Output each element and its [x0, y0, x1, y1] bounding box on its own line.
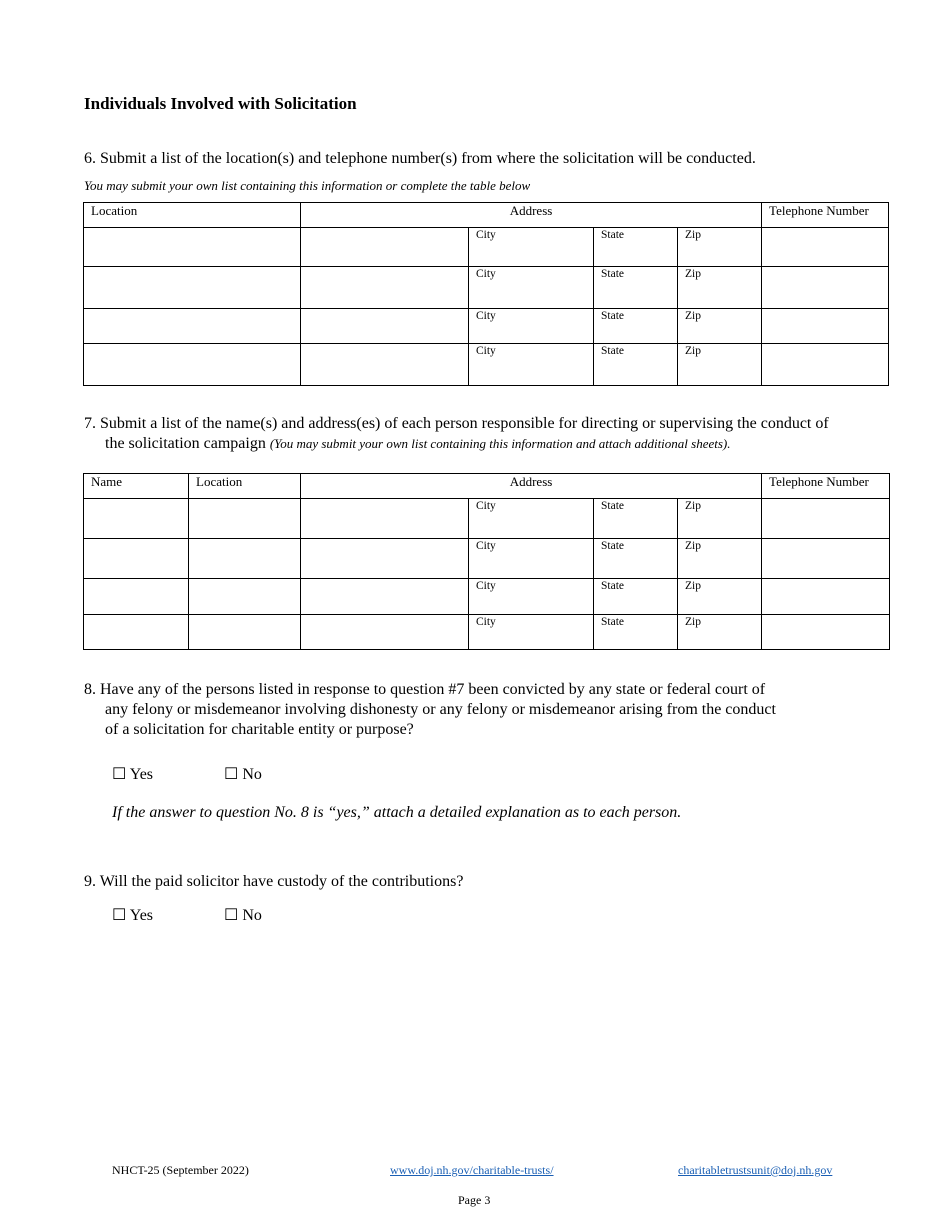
- city-label: City: [476, 229, 496, 241]
- city-field[interactable]: [469, 615, 594, 650]
- state-field[interactable]: [594, 344, 678, 386]
- location-field[interactable]: [189, 539, 301, 579]
- question-8-line2: any felony or misdemeanor involving dishonesty or any felony or misdemeanor arising from the conduct: [105, 701, 776, 718]
- header-location: Location: [189, 474, 301, 499]
- street-field[interactable]: [301, 499, 469, 539]
- page-number: Page 3: [458, 1193, 491, 1207]
- name-field[interactable]: [84, 499, 189, 539]
- city-field[interactable]: [469, 499, 594, 539]
- header-telephone: Telephone Number: [762, 203, 889, 228]
- street-field[interactable]: [301, 309, 469, 344]
- telephone-field[interactable]: [762, 228, 889, 267]
- telephone-field[interactable]: [762, 499, 890, 539]
- table-row: [84, 267, 889, 309]
- state-label: State: [601, 616, 624, 628]
- telephone-field[interactable]: [762, 309, 889, 344]
- state-label: State: [601, 310, 624, 322]
- footer-form-id: NHCT-25 (September 2022): [112, 1163, 249, 1177]
- question-6-text: 6. Submit a list of the location(s) and telephone number(s) from where the solicitation will be conducted.: [84, 150, 756, 167]
- table-row: [84, 615, 890, 650]
- table-row: [84, 539, 890, 579]
- table-row: [84, 579, 890, 615]
- telephone-field[interactable]: [762, 267, 889, 309]
- state-label: State: [601, 268, 624, 280]
- table-row: [84, 344, 889, 386]
- telephone-field[interactable]: [762, 344, 889, 386]
- city-field[interactable]: [469, 539, 594, 579]
- zip-label: Zip: [685, 580, 701, 592]
- state-label: State: [601, 229, 624, 241]
- zip-field[interactable]: [678, 499, 762, 539]
- table-row: [84, 309, 889, 344]
- header-telephone: Telephone Number: [762, 474, 890, 499]
- persons-table: [83, 473, 890, 650]
- q9-yes-checkbox[interactable]: ☐ Yes: [112, 907, 154, 924]
- q8-yes-checkbox[interactable]: ☐ Yes: [112, 766, 154, 783]
- header-address: Address: [301, 203, 762, 228]
- state-field[interactable]: [594, 539, 678, 579]
- question-8-instruction: If the answer to question No. 8 is “yes,” attach a detailed explanation as to each person.: [112, 804, 682, 821]
- zip-label: Zip: [685, 268, 701, 280]
- footer-website-link[interactable]: www.doj.nh.gov/charitable-trusts/: [390, 1163, 554, 1177]
- zip-field[interactable]: [678, 539, 762, 579]
- location-field[interactable]: [84, 309, 301, 344]
- question-8-line3: of a solicitation for charitable entity or purpose?: [105, 721, 414, 738]
- street-field[interactable]: [301, 344, 469, 386]
- state-field[interactable]: [594, 615, 678, 650]
- zip-label: Zip: [685, 310, 701, 322]
- city-label: City: [476, 540, 496, 552]
- name-field[interactable]: [84, 539, 189, 579]
- telephone-field[interactable]: [762, 539, 890, 579]
- city-label: City: [476, 310, 496, 322]
- city-field[interactable]: [469, 344, 594, 386]
- city-field[interactable]: [469, 228, 594, 267]
- telephone-field[interactable]: [762, 615, 890, 650]
- table-header-row: [84, 474, 890, 499]
- header-address: Address: [301, 474, 762, 499]
- zip-field[interactable]: [678, 579, 762, 615]
- location-field[interactable]: [189, 499, 301, 539]
- q9-no-checkbox[interactable]: ☐ No: [224, 907, 262, 924]
- header-name: Name: [84, 474, 189, 499]
- question-7-note: (You may submit your own list containing this information and attach additional sheets).: [269, 436, 731, 451]
- zip-field[interactable]: [678, 228, 762, 267]
- zip-label: Zip: [685, 229, 701, 241]
- city-field[interactable]: [469, 309, 594, 344]
- state-label: State: [601, 500, 624, 512]
- table-row: [84, 499, 890, 539]
- zip-label: Zip: [685, 345, 701, 357]
- zip-label: Zip: [685, 616, 701, 628]
- location-field[interactable]: [189, 615, 301, 650]
- question-7-text-continued: [105, 434, 731, 454]
- state-field[interactable]: [594, 228, 678, 267]
- zip-field[interactable]: [678, 615, 762, 650]
- location-field[interactable]: [84, 344, 301, 386]
- city-field[interactable]: [469, 267, 594, 309]
- question-8-line1: 8. Have any of the persons listed in response to question #7 been convicted by any state or federal court of: [84, 681, 766, 698]
- q8-no-checkbox[interactable]: ☐ No: [224, 766, 262, 783]
- footer-email-link[interactable]: charitabletrustsunit@doj.nh.gov: [678, 1163, 833, 1177]
- city-label: City: [476, 500, 496, 512]
- state-label: State: [601, 540, 624, 552]
- header-location: Location: [84, 203, 301, 228]
- state-label: State: [601, 345, 624, 357]
- city-label: City: [476, 616, 496, 628]
- city-label: City: [476, 580, 496, 592]
- location-field[interactable]: [189, 579, 301, 615]
- question-7-text: 7. Submit a list of the name(s) and address(es) of each person responsible for directing or supervising the conduct of: [84, 415, 829, 432]
- zip-label: Zip: [685, 540, 701, 552]
- street-field[interactable]: [301, 539, 469, 579]
- locations-table: [83, 202, 889, 386]
- city-label: City: [476, 268, 496, 280]
- zip-field[interactable]: [678, 309, 762, 344]
- table-header-row: [84, 203, 889, 228]
- zip-field[interactable]: [678, 267, 762, 309]
- street-field[interactable]: [301, 228, 469, 267]
- street-field[interactable]: [301, 267, 469, 309]
- state-field[interactable]: [594, 499, 678, 539]
- zip-label: Zip: [685, 500, 701, 512]
- name-field[interactable]: [84, 615, 189, 650]
- state-label: State: [601, 580, 624, 592]
- question-9-text: 9. Will the paid solicitor have custody of the contributions?: [84, 873, 464, 890]
- city-label: City: [476, 345, 496, 357]
- state-field[interactable]: [594, 579, 678, 615]
- question-6-note: You may submit your own list containing this information or complete the table below: [84, 178, 531, 193]
- telephone-field[interactable]: [762, 579, 890, 615]
- location-field[interactable]: [84, 267, 301, 309]
- street-field[interactable]: [301, 615, 469, 650]
- section-title: Individuals Involved with Solicitation: [84, 94, 357, 113]
- zip-field[interactable]: [678, 344, 762, 386]
- table-row: [84, 228, 889, 267]
- location-field[interactable]: [84, 228, 301, 267]
- city-field[interactable]: [469, 579, 594, 615]
- name-field[interactable]: [84, 579, 189, 615]
- street-field[interactable]: [301, 579, 469, 615]
- question-7-text-line2: the solicitation campaign: [105, 435, 266, 452]
- state-field[interactable]: [594, 309, 678, 344]
- state-field[interactable]: [594, 267, 678, 309]
